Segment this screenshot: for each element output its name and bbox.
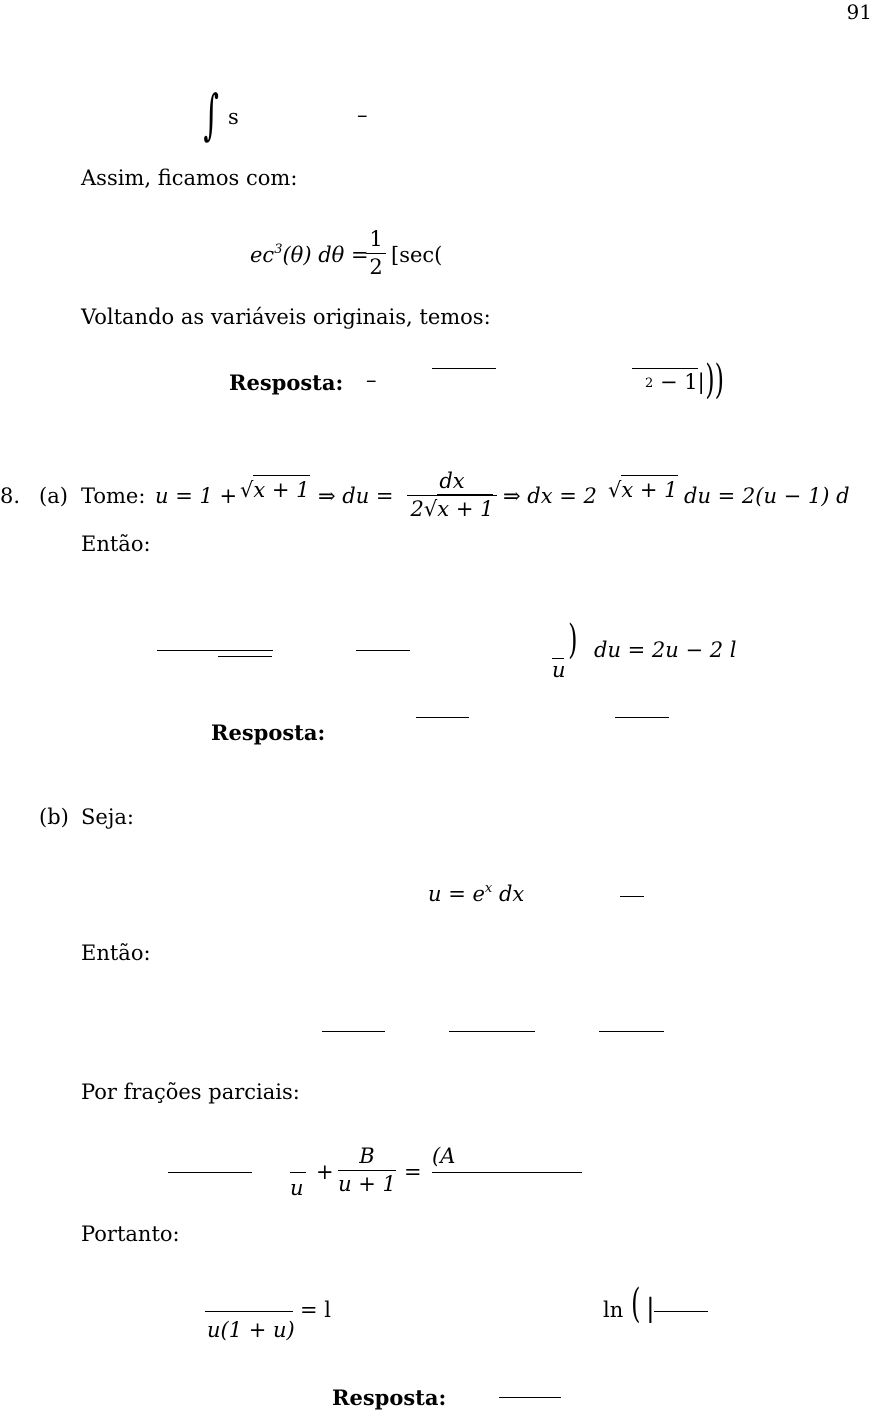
ln-paren: ( — [631, 1281, 641, 1327]
row-paren: ) — [568, 617, 578, 663]
fraction-dx: dx 2√x + 1 — [407, 470, 497, 521]
minus-sign: – — [357, 103, 368, 127]
integral-s: s — [228, 105, 239, 129]
page-number: 91 — [846, 0, 872, 24]
b-sub-bar — [620, 896, 644, 897]
integral-symbol: ∫ — [203, 83, 219, 146]
sqrt-1: √x + 1 — [240, 480, 310, 501]
row-rhs: du = 2u − 2 l — [594, 638, 737, 662]
resposta-label-1: Resposta: — [229, 370, 344, 395]
row-u: u — [552, 658, 566, 682]
fracoes-text: Por frações parciais: — [81, 1080, 300, 1104]
tome-text: Tome: — [81, 484, 146, 508]
seja-text: Seja: — [81, 805, 134, 829]
entao-text-b: Então: — [81, 941, 151, 965]
row-bar-3 — [356, 650, 410, 651]
ln-abs-bar: | — [646, 1294, 655, 1324]
assim-text: Assim, ficamos com: — [81, 166, 298, 190]
port-den: u(1 + u) — [207, 1318, 295, 1342]
resposta-a-bar-1 — [416, 717, 469, 718]
b-bar-2 — [449, 1031, 535, 1032]
b-bar-3 — [599, 1031, 664, 1032]
resposta-label-a: Resposta: — [211, 720, 326, 745]
entao-text-a: Então: — [81, 532, 151, 556]
resposta-minus: – — [366, 368, 377, 392]
part-a-label: (a) — [39, 484, 68, 508]
b-substitution: $u = e^x$ dx — [428, 881, 525, 906]
row-bar-1 — [157, 650, 273, 651]
row-bar-2 — [218, 656, 272, 657]
sec-equation-left: $ec^3(\theta) d\theta$ = — [250, 242, 369, 267]
pf-equals: = — [404, 1160, 422, 1184]
sec-equation-right: [sec( — [391, 243, 443, 267]
sqrt-2: √x + 1 — [608, 480, 678, 501]
pf-fraction-b: B u + 1 — [338, 1144, 396, 1197]
pf-bar-2 — [290, 1172, 306, 1173]
implies-dx: ⇒ dx = 2 — [503, 484, 597, 508]
a-tail: du = 2(u − 1) d — [684, 484, 850, 508]
resposta-tail: 2 − 1| — [645, 370, 705, 394]
sqrt-bar — [632, 368, 698, 369]
u-equation: u = 1 + — [155, 484, 238, 508]
item-number-8: 8. — [0, 484, 21, 508]
pf-a: (A — [432, 1144, 456, 1168]
pf-u: u — [290, 1176, 304, 1200]
ln-frac-bar — [654, 1311, 708, 1312]
port-bar — [205, 1311, 293, 1312]
pf-bar-1 — [168, 1172, 252, 1173]
pf-plus: + — [316, 1160, 334, 1184]
fraction-one-half: 1 2 — [366, 228, 386, 279]
ln-text: ln — [603, 1298, 624, 1322]
fraction-bar — [432, 368, 496, 369]
port-eq: = l — [300, 1298, 331, 1322]
resposta-b-bar — [499, 1397, 561, 1398]
voltando-text: Voltando as variáveis originais, temos: — [81, 305, 491, 329]
b-bar-1 — [322, 1031, 385, 1032]
resposta-label-b: Resposta: — [332, 1385, 447, 1410]
pf-bar-3 — [432, 1172, 582, 1173]
part-b-label: (b) — [39, 805, 69, 829]
resposta-a-bar-2 — [615, 717, 669, 718]
resposta-parens: )) — [705, 357, 724, 403]
implies-du: ⇒ du = — [318, 484, 394, 508]
portanto-text: Portanto: — [81, 1222, 180, 1246]
